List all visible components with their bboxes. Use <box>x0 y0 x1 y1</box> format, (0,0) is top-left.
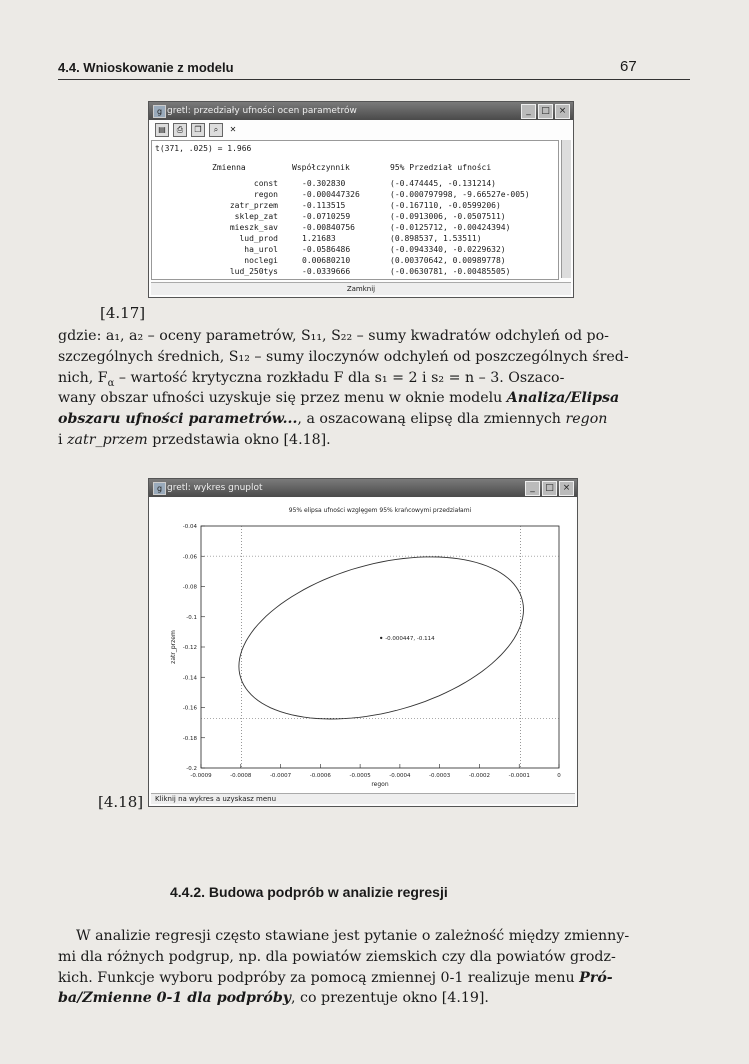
x-tick-label: -0.0001 <box>508 773 530 779</box>
window-titlebar[interactable] <box>149 479 577 497</box>
interval-cell: (-0.0630781, -0.00485505) <box>390 267 511 276</box>
x-tick-label: 0 <box>557 773 561 779</box>
gnuplot-window <box>148 478 578 807</box>
window-titlebar[interactable] <box>149 102 573 120</box>
x-tick-label: -0.0007 <box>269 773 292 779</box>
interval-cell: (-0.0125712, -0.00424394) <box>390 223 511 232</box>
coefficient-cell: -0.0586486 <box>302 245 351 254</box>
save-icon[interactable]: ▤ <box>155 123 169 137</box>
y-axis-label: zatr_przem <box>170 630 177 664</box>
coefficient-cell: -0.113515 <box>302 201 346 210</box>
figure-label-4-18: [4.18] <box>98 793 144 811</box>
variable-name-cell: const <box>253 179 278 188</box>
interval-cell: (-0.474445, -0.131214) <box>390 179 496 188</box>
variable-name-cell: sklep_zat <box>234 212 278 221</box>
figure-label-4-17: [4.17] <box>100 304 146 322</box>
variable-name-cell: noclegi <box>244 256 278 265</box>
coefficient-cell: -0.000447326 <box>302 190 360 199</box>
paragraph-line: W analizie regresji często stawiane jest pytanie o zależność między zmienny- <box>76 928 630 944</box>
paragraph-line <box>58 368 690 389</box>
plot-background <box>149 498 575 793</box>
coefficient-cell: 0.00680210 <box>302 256 351 265</box>
variable-name-text: zatr_przem <box>67 431 148 448</box>
close-icon[interactable]: × <box>559 481 574 496</box>
column-header-variable: Zmienna <box>212 163 246 172</box>
text-fragment: nich, F <box>58 369 108 386</box>
print-icon[interactable]: ⎙ <box>173 123 187 137</box>
x-tick-label: -0.0009 <box>190 773 212 779</box>
paragraph-line <box>58 388 690 409</box>
minimize-icon[interactable]: _ <box>525 481 540 496</box>
x-tick-label: -0.0008 <box>230 773 252 779</box>
paragraph-subsample <box>58 926 690 1009</box>
text-fragment: kich. Funkcje wyboru podpróby za pomocą zmiennej 0-1 realizuje menu <box>58 969 580 986</box>
chart-title: 95% elipsa ufności wzglęgem 95% krańcowymi przedziałami <box>288 507 472 514</box>
running-header: 4.4. Wnioskowanie z modelu <box>58 60 234 75</box>
maximize-icon[interactable]: □ <box>542 481 557 496</box>
confidence-interval-window <box>148 101 574 298</box>
x-tick-label: -0.0002 <box>468 773 491 779</box>
y-tick-label: -0.06 <box>182 554 197 561</box>
text-fragment: , a oszacowaną elipsę dla zmiennych <box>297 411 566 428</box>
x-tick-label: -0.0006 <box>309 773 331 779</box>
y-tick-label: -0.2 <box>186 766 197 772</box>
gretl-app-icon: g <box>153 482 166 495</box>
section-heading: 4.4.2. Budowa podprób w analizie regresji <box>170 884 448 900</box>
y-tick-label: -0.1 <box>186 614 197 621</box>
text-fragment: , co prezentuje okno [4.19]. <box>291 990 489 1007</box>
paragraph-line <box>58 988 690 1009</box>
variable-name-cell: zatr_przem <box>229 201 278 210</box>
column-header-coefficient: Współczynnik <box>292 163 350 172</box>
menu-path-text: Analiza/Elipsa <box>506 390 620 407</box>
paragraph-line <box>58 409 690 430</box>
y-tick-label: -0.18 <box>182 735 197 742</box>
maximize-icon[interactable]: □ <box>538 104 553 119</box>
paragraph-line: mi dla różnych podgrup, np. dla powiatów ziemskich czy dla powiatów grodz- <box>58 948 616 965</box>
x-tick-label: -0.0004 <box>389 773 411 779</box>
variable-name-cell: regon <box>253 190 278 199</box>
text-fragment: przedstawia okno [4.18]. <box>147 431 331 448</box>
paragraph-line <box>58 968 690 989</box>
paragraph-line: gdzie: a₁, a₂ – oceny parametrów, S₁₁, S₂₂ – sumy kwadratów odchyleń od po- <box>58 328 609 344</box>
paragraph-ellipse-description <box>58 326 690 451</box>
paragraph-line: szczególnych średnich, S₁₂ – sumy iloczynów odchyleń od poszczególnych śred- <box>58 348 629 365</box>
critical-value-line: t(371, .025) = 1.966 <box>155 144 252 153</box>
y-tick-label: -0.08 <box>182 584 197 591</box>
point-estimate-marker <box>380 637 382 639</box>
minimize-icon[interactable]: _ <box>521 104 536 119</box>
header-rule <box>58 79 690 80</box>
x-tick-label: -0.0003 <box>429 773 451 779</box>
coefficient-cell: -0.0339666 <box>302 267 351 276</box>
gretl-app-icon: g <box>153 105 166 118</box>
window-title: gretl: przedziały ufności ocen parametrów <box>167 106 357 116</box>
page-number: 67 <box>620 58 637 75</box>
coefficient-cell: -0.00840756 <box>302 223 355 232</box>
variable-name-cell: lud_prod <box>239 234 278 243</box>
point-estimate-label: -0.000447, -0.114 <box>385 635 435 642</box>
y-tick-label: -0.14 <box>182 675 197 682</box>
vertical-scrollbar[interactable] <box>561 140 571 278</box>
plot-status-bar: Kliknij na wykres a uzyskasz menu <box>151 793 575 804</box>
ellipse-chart[interactable] <box>149 498 575 793</box>
x-tick-label: -0.0005 <box>349 773 371 779</box>
menu-path-text: obszaru ufności parametrów... <box>58 411 298 428</box>
coefficient-cell: -0.302830 <box>302 179 346 188</box>
coefficient-cell: 1.21683 <box>302 234 336 243</box>
text-fragment: i <box>58 431 68 448</box>
interval-cell: (0.00370642, 0.00989778) <box>390 256 506 265</box>
y-tick-label: -0.04 <box>182 524 197 530</box>
variable-name-cell: mieszk_sav <box>229 223 278 232</box>
window-title: gretl: wykres gnuplot <box>167 483 263 493</box>
output-text-area[interactable] <box>151 140 559 280</box>
variable-name-text: regon <box>565 411 608 428</box>
close-toolbar-icon[interactable]: ✕ <box>229 125 237 134</box>
text-fragment: wany obszar ufności uzyskuje się przez menu w oknie modelu <box>58 390 507 407</box>
column-header-interval: 95% Przedział ufności <box>390 163 492 172</box>
x-axis-label: regon <box>371 781 389 788</box>
copy-icon[interactable]: ❐ <box>191 123 205 137</box>
interval-cell: (0.898537, 1.53511) <box>390 234 482 243</box>
find-icon[interactable]: ⌕ <box>209 123 223 137</box>
y-tick-label: -0.16 <box>182 705 197 712</box>
text-fragment: α <box>107 377 115 389</box>
window-toolbar <box>151 121 239 139</box>
menu-path-text: ba/Zmienne 0-1 dla podpróby <box>58 990 292 1007</box>
menu-path-text: Pró- <box>579 969 613 986</box>
paragraph-line <box>58 430 690 451</box>
y-tick-label: -0.12 <box>182 645 197 651</box>
interval-cell: (-0.0943340, -0.0229632) <box>390 245 506 254</box>
close-icon[interactable]: × <box>555 104 570 119</box>
interval-cell: (-0.000797998, -9.66527e-005) <box>390 190 530 199</box>
variable-name-cell: ha_urol <box>244 245 278 254</box>
close-button[interactable]: Zamknij <box>151 282 571 295</box>
interval-cell: (-0.167110, -0.0599206) <box>390 201 501 210</box>
coefficient-cell: -0.0710259 <box>302 212 351 221</box>
variable-name-cell: lud_250tys <box>229 267 278 276</box>
text-fragment: – wartość krytyczna rozkładu F dla s₁ = 2 i s₂ = n – 3. Oszaco- <box>114 369 565 386</box>
interval-cell: (-0.0913006, -0.0507511) <box>390 212 506 221</box>
